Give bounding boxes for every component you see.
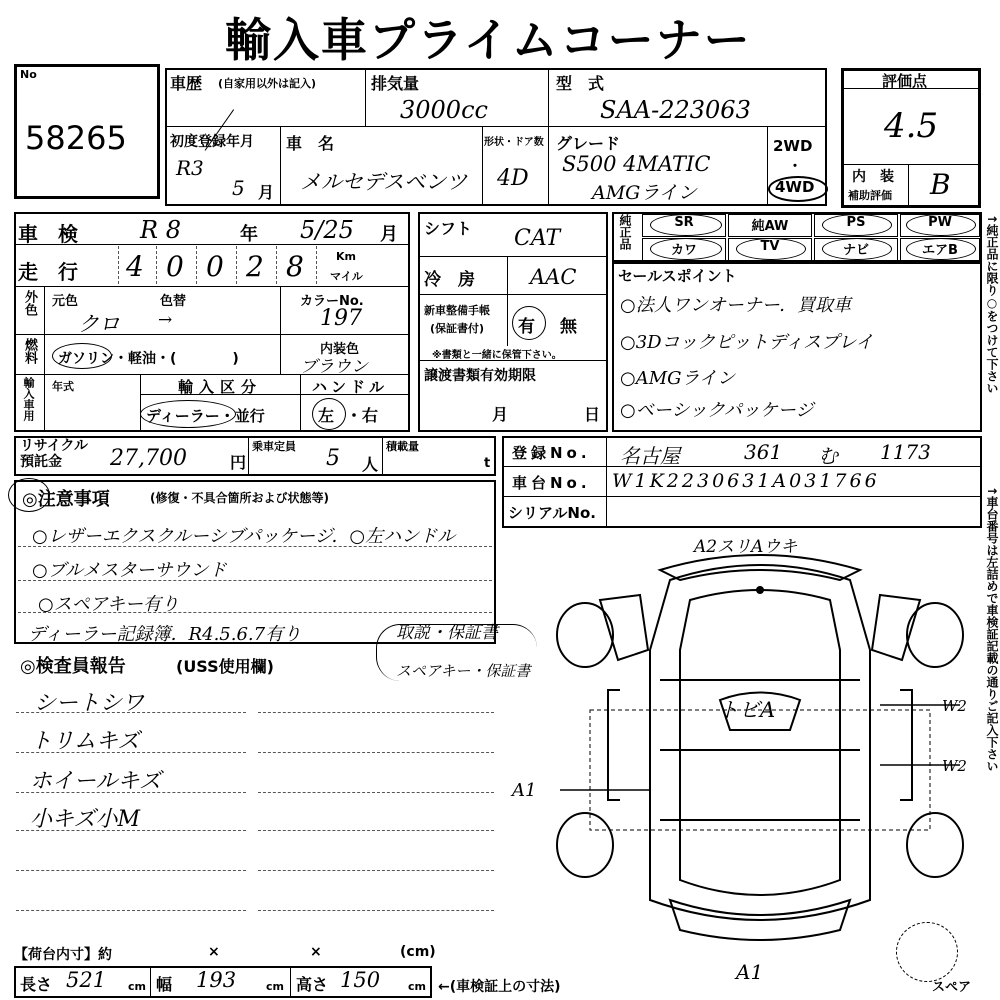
manual-yes: 有 [518, 317, 535, 337]
import-div-label: 輸入区分 [178, 378, 263, 396]
inspection-year-unit: 年 [240, 224, 258, 245]
import-label: 輸入車用 [22, 377, 35, 421]
height-unit: cm [408, 980, 426, 993]
int-color-label: 内装色 [320, 342, 360, 357]
mileage-digit-2: 0 [166, 250, 184, 283]
sales-label: セールスポイント [618, 267, 737, 285]
color-arrow: → [158, 310, 173, 330]
import-year-label: 年式 [52, 380, 74, 393]
equip-airbag: エアB [900, 238, 980, 261]
registration-num: 1173 [880, 440, 931, 464]
grade-line2: AMGライン [592, 182, 697, 204]
transfer-label: 譲渡書類有効期限 [424, 368, 536, 384]
inspector-line-3: ホイールキズ [30, 769, 162, 794]
color-code-label: カラーNo. [300, 294, 364, 309]
mileage-unit-km: Km [336, 250, 356, 263]
no-label: No [20, 68, 37, 81]
registration-area: 名古屋 [620, 444, 680, 468]
manual-sub: (保証書付) [430, 322, 485, 335]
drive-4wd: 4WD [775, 178, 815, 196]
equip-aw: 純AW [728, 214, 812, 237]
equip-navi: ナビ [814, 238, 898, 261]
manual-no: 無 [560, 317, 577, 337]
displacement-value: 3000cc [400, 96, 488, 124]
width-value: 193 [196, 968, 237, 992]
equip-sr: SR [642, 214, 726, 237]
diag-top: A2スリAウキ [694, 537, 798, 557]
recycle-value: 27,700 [110, 446, 187, 471]
doors-label: 形状・ドア数 [484, 137, 544, 148]
history-label: 車歴 [170, 74, 203, 93]
notes-line-4: ディーラー記録簿．R4.5.6.7有り [28, 624, 302, 645]
mileage-digit-5: 8 [286, 250, 304, 283]
height-value: 150 [340, 968, 381, 992]
grade-line1: S500 4MATIC [562, 152, 711, 176]
grade-label: グレード [556, 134, 621, 153]
cargo-x1: × [208, 944, 220, 960]
inspector-label: ◎検査員報告 [20, 656, 126, 677]
mileage-digit-3: 0 [206, 250, 224, 283]
first-reg-month: 5 [232, 176, 245, 200]
chassis-value: W1K2230631A031766 [612, 470, 880, 492]
fuel-label: 燃料 [22, 338, 37, 364]
inspector-line-4: 小キズ小M [30, 807, 141, 832]
load-unit: t [484, 456, 491, 471]
car-name-value: メルセデスベンツ [300, 170, 468, 194]
first-reg-unit: 月 [258, 183, 275, 202]
dims-note: ←(車検証上の寸法) [438, 979, 561, 995]
orig-color-value: クロ [78, 312, 120, 336]
sales-point-1: ○法人ワンオーナー．買取車 [620, 295, 851, 316]
notes-bracket-2: スペアキー・保証書 [396, 662, 531, 680]
model-label: 型 式 [556, 74, 605, 93]
registration-label: 登録No. [512, 444, 591, 462]
manual-note: ※書類と一緒に保管下さい。 [432, 350, 562, 361]
tv-circle [736, 238, 806, 260]
notes-line-1: ○レザーエクスクルーシブパッケージ．○左ハンドル [32, 526, 456, 547]
equip-leather: カワ [642, 238, 726, 261]
inspection-label: 車 検 [18, 222, 78, 246]
equipment-label: 純正品 [618, 214, 632, 250]
car-diagram [540, 540, 980, 960]
first-reg-label: 初度登録年月 [170, 134, 254, 150]
navi-circle [822, 238, 892, 260]
aircon-label: 冷 房 [424, 270, 475, 290]
recycle-unit: 円 [230, 453, 247, 472]
chassis-label: 車台No. [512, 474, 591, 492]
registration-kana: む [818, 444, 838, 468]
sales-point-4: ○ベーシックパッケージ [620, 400, 814, 421]
airbag-circle [906, 238, 976, 260]
car-name-label: 車 名 [286, 134, 335, 153]
rating-label: 評価点 [882, 72, 928, 90]
model-value: SAA-223063 [600, 96, 751, 124]
leather-circle [650, 238, 722, 260]
sr-circle [650, 214, 722, 236]
transfer-month: 月 [492, 405, 509, 424]
recycle-label: リサイクル預託金 [20, 438, 89, 470]
handle-right: ・右 [346, 406, 379, 425]
import-div-value: ディーラー・並行 [146, 407, 265, 425]
mileage-unit-mile: マイル [330, 270, 363, 283]
width-label: 幅 [156, 975, 173, 994]
orig-color-label: 元色 [52, 294, 79, 309]
diag-right-1: W2 [942, 697, 967, 715]
cargo-label: 【荷台内寸】約 [14, 947, 112, 963]
length-unit: cm [128, 980, 146, 993]
interior-value: B [930, 168, 951, 201]
inspector-line-1: シートシワ [34, 691, 145, 716]
shift-label: シフト [424, 219, 473, 238]
displacement-label: 排気量 [371, 74, 420, 93]
notes-paren [376, 624, 537, 681]
inspection-date: 5/25 [300, 216, 354, 244]
notes-bracket-1: 取説・保証書 [396, 623, 498, 643]
notes-line-2: ○ブルメスターサウンド [32, 560, 227, 581]
interior-label: 内 装 [852, 169, 894, 185]
history-sub: (自家用以外は記入) [218, 77, 317, 90]
length-label: 長さ [20, 975, 53, 994]
doors-value: 4D [497, 166, 529, 191]
notes-label: ◎注意事項 [22, 489, 110, 510]
height-label: 高さ [296, 975, 329, 994]
drive-2wd: 2WD [773, 137, 813, 155]
transfer-day: 日 [584, 405, 601, 424]
mileage-label: 走 行 [18, 260, 78, 284]
no-box [14, 64, 160, 199]
equip-pw: PW [900, 214, 980, 237]
diag-left: A1 [512, 780, 537, 801]
registration-class: 361 [744, 440, 783, 464]
page-title: 輸入車プライムコーナー [225, 13, 752, 67]
side-note-2: ↑車台番号は左詰めで車検証記載の通りご記入下さい [985, 486, 999, 773]
rear-center-mark [756, 586, 764, 594]
diag-roof: トビA [718, 698, 776, 722]
diag-right-2: W2 [942, 757, 967, 775]
inspector-line-2: トリムキズ [30, 729, 140, 754]
load-label: 積載量 [386, 440, 419, 453]
cargo-unit: (cm) [400, 944, 436, 960]
handle-label: ハンドル [312, 378, 389, 396]
capacity-unit: 人 [362, 455, 379, 474]
change-color-label: 色替 [160, 294, 187, 309]
outer-color-label: 外色 [22, 290, 37, 316]
pw-circle [906, 214, 976, 236]
shift-value: CAT [514, 226, 561, 251]
serial-label: シリアルNo. [508, 504, 596, 522]
spare-tire-circle [896, 922, 958, 982]
no-value: 58265 [25, 119, 127, 157]
mileage-digit-1: 4 [126, 250, 144, 283]
length-value: 521 [66, 968, 107, 992]
aircon-value: AAC [530, 265, 577, 289]
spare-label: スペア [932, 980, 972, 995]
diag-bottom: A1 [736, 960, 764, 984]
handle-left: 左 [318, 406, 335, 425]
sales-point-3: ○AMGライン [620, 368, 735, 389]
manual-label: 新車整備手帳 [424, 304, 490, 317]
int-color-value: ブラウン [300, 357, 368, 377]
mileage-digit-4: 2 [246, 250, 264, 283]
inspector-sub: (USS使用欄) [176, 657, 274, 676]
fuel-options: ガソリン・軽油・( ) [58, 351, 239, 367]
inspection-era: R 8 [140, 216, 181, 244]
interior-sub: 補助評価 [848, 189, 892, 202]
rating-value: 4.5 [884, 106, 939, 146]
side-note-1: ↑純正品に限り○をつけて下さい [985, 214, 999, 395]
sales-point-2: ○3Dコックピットディスプレイ [620, 332, 874, 353]
drive-dot: ・ [788, 159, 802, 175]
notes-line-3: ○スペアキー有り [38, 594, 179, 615]
equip-ps: PS [814, 214, 898, 237]
inspection-month-unit: 月 [380, 224, 398, 245]
cargo-x2: × [310, 944, 322, 960]
color-code-value: 197 [320, 306, 362, 331]
width-unit: cm [266, 980, 284, 993]
capacity-value: 5 [326, 446, 340, 471]
equip-tv: TV [728, 238, 812, 261]
ps-circle [822, 214, 892, 236]
capacity-label: 乗車定員 [252, 440, 296, 453]
first-reg-era: R3 [176, 156, 204, 180]
notes-sub: (修復・不具合箇所および状態等) [150, 491, 329, 505]
